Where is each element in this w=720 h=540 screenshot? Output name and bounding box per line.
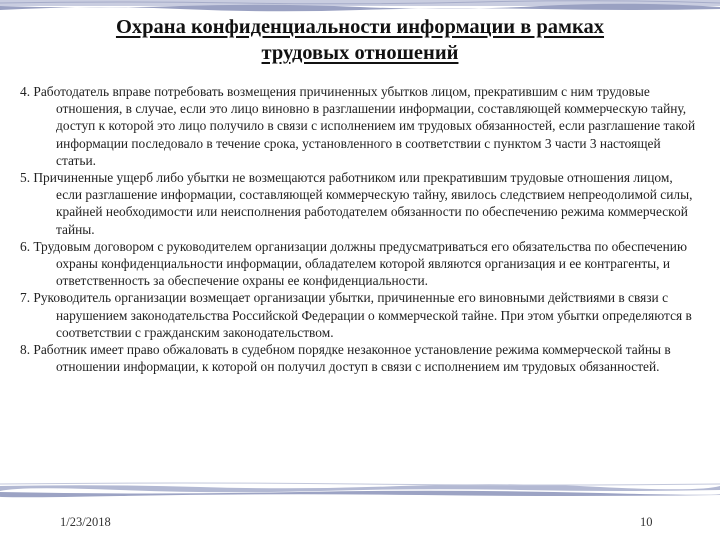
paragraph-item-6: 6. Трудовым договором с руководителем организации должны предусматриваться его обязательства по обеспечению охраны конфиденциальности информации, обладателем которой являются организация и ее контрагенты, и ответственность за обеспечение охраны ее конфиденциальности. [20,238,687,289]
footer-page-number: 10 [640,515,653,529]
title-line-1: Охрана конфиденциальности информации в рамках [115,16,605,38]
paragraph-item-5: 5. Причиненные ущерб либо убытки не возмещаются работником или прекратившим трудовые отношения лицом, если разглашение информации, составляющей коммерческую тайну, явилось следствием непреодолимой силы, крайней необходимости или неисполнения работодателем обязанности по обеспечению режима коммерческой тайны. [20,170,693,237]
paragraph-item-7: 7. Руководитель организации возмещает организации убытки, причиненные его виновными действиями в связи с нарушением законодательства Российской Федерации о коммерческой тайне. При этом убытки определяются в соответствии с гражданским законодательством. [20,290,692,340]
slide-title [60,14,660,66]
footer-date: 1/23/2018 [60,515,111,529]
paragraph-item-4: 4. Работодатель вправе потребовать возмещения причиненных убытков лицом, прекратившим с ним трудовые отношения, в случае, если это лицо виновно в разглашении информации, составляющей коммерческую тайну, доступ к которой это лицо получило в связи с исполнением им трудовых обязанностей, если разглашение такой информации последовало в течение срока, установленного в соответствии с пунктом 3 части 3 настоящей статьи. [20,84,696,168]
bottom-decorative-band [0,482,720,500]
content-body [20,83,696,375]
top-decorative-band [0,0,720,14]
title-line-2: трудовых отношений [261,42,459,64]
paragraph-item-8: 8. Работник имеет право обжаловать в судебном порядке незаконное установление режима коммерческой тайны в отношении информации, к которой он получил доступ в связи с исполнением им трудовых обязанностей. [20,342,671,375]
